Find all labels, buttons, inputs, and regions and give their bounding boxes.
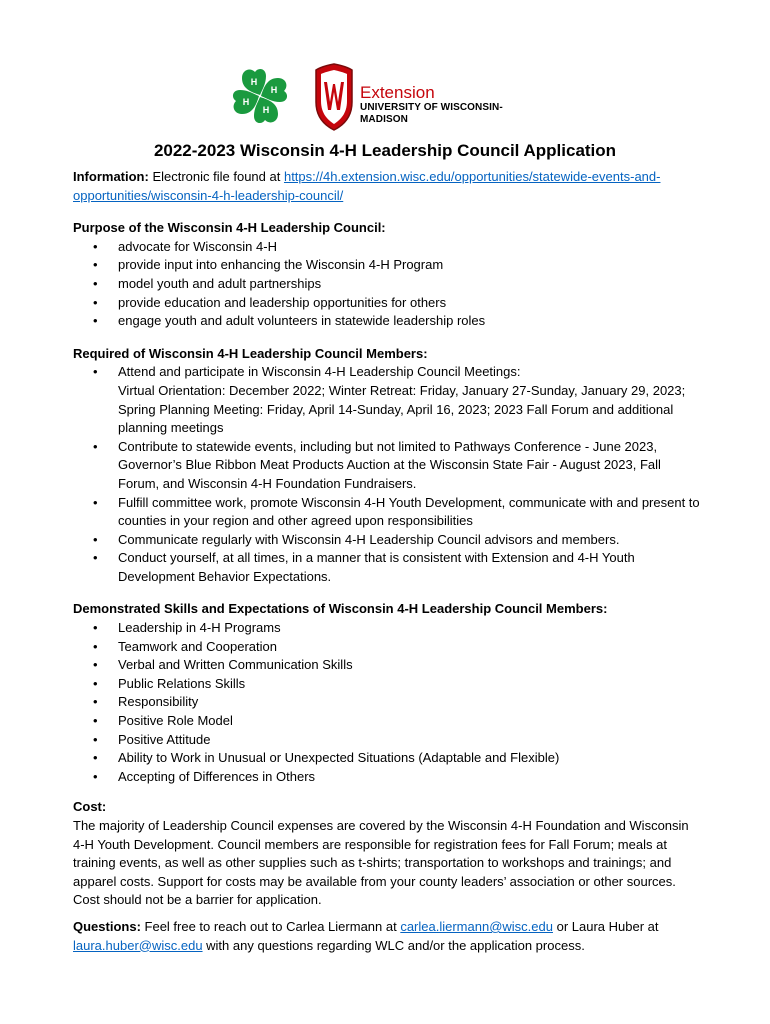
uw-crest-logo <box>312 62 356 132</box>
list-item <box>73 363 701 437</box>
info-label: Information: <box>73 169 149 184</box>
svg-text:H: H <box>250 77 258 87</box>
email-link-huber[interactable]: laura.huber@wisc.edu <box>73 937 203 953</box>
info-link[interactable]: https://4h.extension.wisc.edu/opportunities/statewide-events-and-opportunities/wisconsin-4-h-leadership-council/ <box>73 169 661 203</box>
list-item: • provide education and leadership opportunities for others <box>73 294 701 313</box>
list-item: • model youth and adult partnerships <box>73 275 701 294</box>
list-item: • Verbal and Written Communication Skills <box>73 656 701 675</box>
list-item: • Ability to Work in Unusual or Unexpected Situations (Adaptable and Flexible) <box>73 749 701 768</box>
list-item: • engage youth and adult volunteers in statewide leadership roles <box>73 312 701 331</box>
questions-text-2: or Laura Huber at <box>552 918 659 934</box>
skills-list <box>73 619 701 786</box>
extension-wordmark <box>360 84 548 126</box>
header-logos <box>228 62 548 134</box>
list-item: • Fulfill committee work, promote Wisconsin 4-H Youth Development, communicate with and present to counties in your region and other agreed upon responsibilities <box>73 494 701 531</box>
list-item: • Positive Attitude <box>73 731 701 750</box>
meetings-dates: Virtual Orientation: December 2022; Winter Retreat: Friday, January 27-Sunday, January 29, 2023; Spring Planning Meeting: Friday, April 14-Sunday, April 16, 2023; 2023 Fall Forum and additional planning meetings <box>118 382 686 436</box>
email-link-liermann[interactable]: carlea.liermann@wisc.edu <box>400 918 553 934</box>
svg-text:H: H <box>242 97 250 107</box>
svg-text:H: H <box>270 85 278 95</box>
cost-heading: Cost: <box>73 799 107 815</box>
purpose-heading: Purpose of the Wisconsin 4-H Leadership Council: <box>73 220 386 236</box>
questions-paragraph <box>73 918 701 955</box>
list-item: • Responsibility <box>73 693 701 712</box>
required-list <box>73 363 701 586</box>
list-item: • Teamwork and Cooperation <box>73 638 701 657</box>
questions-text-1: Feel free to reach out to Carlea Liermann at <box>140 918 401 934</box>
skills-heading: Demonstrated Skills and Expectations of Wisconsin 4-H Leadership Council Members: <box>73 601 608 617</box>
list-item: • Accepting of Differences in Others <box>73 768 701 787</box>
list-item: • provide input into enhancing the Wisconsin 4-H Program <box>73 256 701 275</box>
list-item: • Contribute to statewide events, including but not limited to Pathways Conference - June 2023, Governor’s Blue Ribbon Meat Products Auction at the Wisconsin State Fair - August 2023, Fall Forum, and Wisconsin 4-H Foundation Fundraisers. <box>73 438 701 494</box>
4h-clover-logo <box>228 64 292 128</box>
list-item: • Public Relations Skills <box>73 675 701 694</box>
info-paragraph <box>73 168 701 205</box>
svg-text:H: H <box>262 105 270 115</box>
page-title: 2022-2023 Wisconsin 4-H Leadership Council Application <box>153 141 617 160</box>
list-item: • advocate for Wisconsin 4-H <box>73 238 701 257</box>
cost-text: The majority of Leadership Council expenses are covered by the Wisconsin 4-H Foundation and Wisconsin 4-H Youth Development. Council members are responsible for registration fees for Fall Forum; meals at training events, as well as other supplies such as t-shirts; transportation to workshops and trainings; and apparel costs. Support for costs may be available from your county leaders’ association or other sources. Cost should not be a barrier for application. <box>73 818 689 908</box>
extension-subtitle: UNIVERSITY OF WISCONSIN-MADISON <box>360 102 503 125</box>
list-item: • Communicate regularly with Wisconsin 4-H Leadership Council advisors and members. <box>73 531 701 550</box>
questions-label: Questions: <box>73 918 141 934</box>
required-heading: Required of Wisconsin 4-H Leadership Council Members: <box>73 345 428 361</box>
list-item: • Conduct yourself, at all times, in a manner that is consistent with Extension and 4-H Youth Development Behavior Expectations. <box>73 549 701 586</box>
meetings-text: Attend and participate in Wisconsin 4-H Leadership Council Meetings: <box>118 364 521 380</box>
info-text: Electronic file found at <box>148 169 284 184</box>
document-body <box>73 168 701 955</box>
extension-title: Extension <box>360 83 435 102</box>
list-item: • Leadership in 4-H Programs <box>73 619 701 638</box>
list-item: • Positive Role Model <box>73 712 701 731</box>
purpose-list <box>73 238 701 331</box>
questions-text-3: with any questions regarding WLC and/or the application process. <box>202 937 585 953</box>
